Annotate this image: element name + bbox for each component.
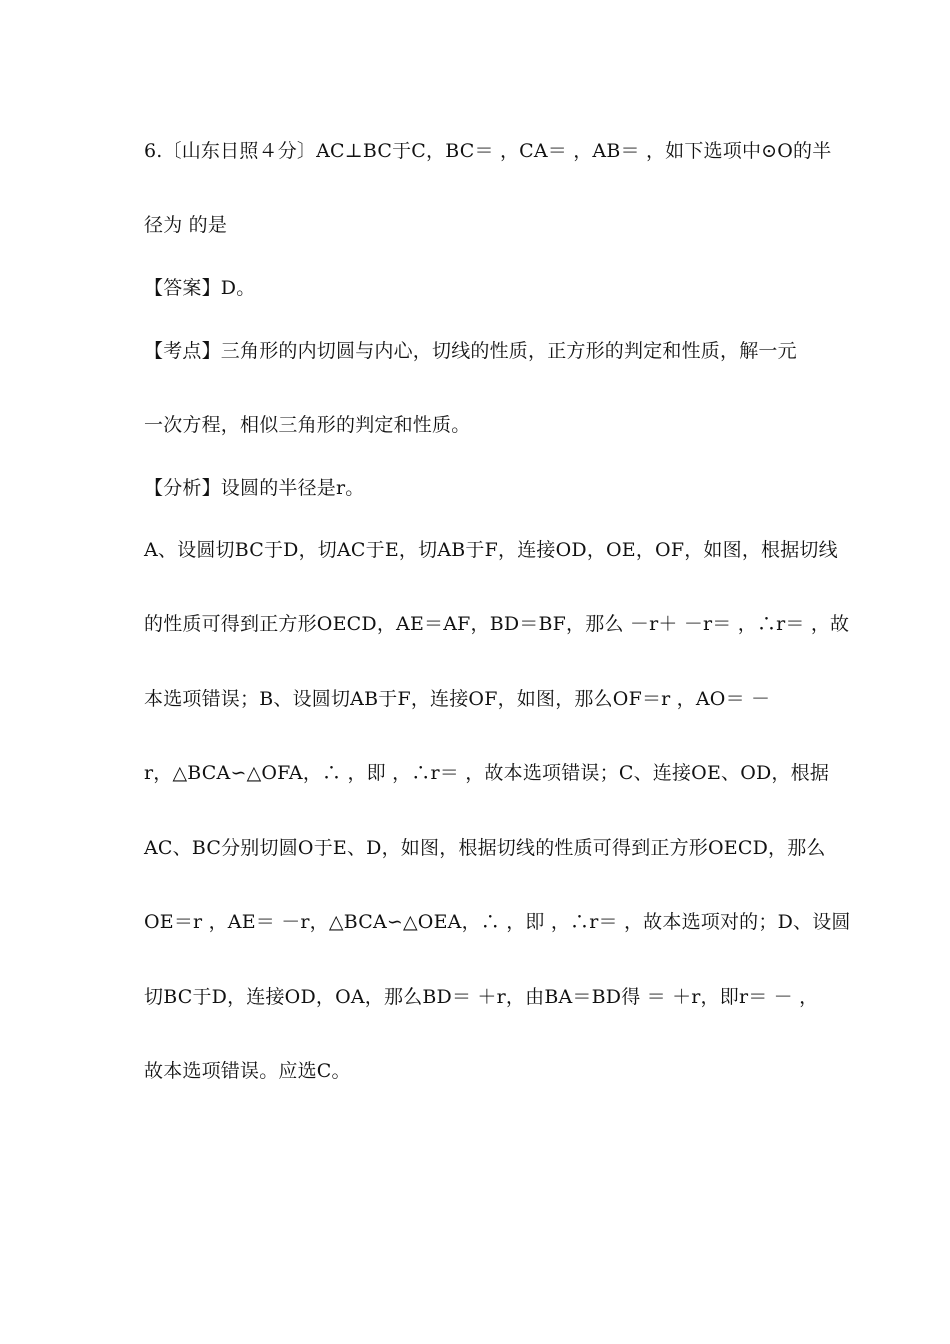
analysis-line-3: 的性质可得到正方形OECD，AE＝AF，BD＝BF，那么 －r＋ －r＝ ，∴r＝ ，故 [144, 613, 850, 635]
analysis-line-9: 故本选项错误。应选C。 [144, 1060, 351, 1082]
topic-line-1: 【考点】三角形的内切圆与内心，切线的性质，正方形的判定和性质，解一元 [144, 340, 797, 362]
topic-line-2: 一次方程，相似三角形的判定和性质。 [144, 414, 471, 436]
analysis-line-4: 本选项错误；B、设圆切AB于F，连接OF，如图，那么OF＝r ，AO＝ － [144, 688, 771, 710]
question-line-1: 6.〔山东日照４分〕AC⊥BC于C，BC＝ ，CA＝ ，AB＝ ，如下选项中⊙O的半 [144, 140, 832, 162]
answer-line: 【答案】D。 [144, 277, 256, 299]
analysis-line-1: 【分析】设圆的半径是r。 [144, 477, 365, 499]
analysis-line-5: r，△BCA∽△OFA，∴ ，即 ，∴r＝ ，故本选项错误；C、连接OE、OD，根据 [144, 762, 830, 784]
question-line-2: 径为 的是 [144, 214, 228, 236]
analysis-line-7: OE＝r ，AE＝ －r，△BCA∽△OEA，∴ ，即 ，∴r＝ ，故本选项对的；D、设圆 [144, 911, 851, 933]
analysis-line-2: A、设圆切BC于D，切AC于E，切AB于F，连接OD，OE，OF，如图，根据切线 [144, 539, 838, 561]
analysis-line-8: 切BC于D，连接OD，OA，那么BD＝ ＋r，由BA＝BD得 ＝ ＋r，即r＝ － ， [144, 986, 819, 1008]
analysis-line-6: AC、BC分别切圆O于E、D，如图，根据切线的性质可得到正方形OECD，那么 [144, 837, 826, 859]
